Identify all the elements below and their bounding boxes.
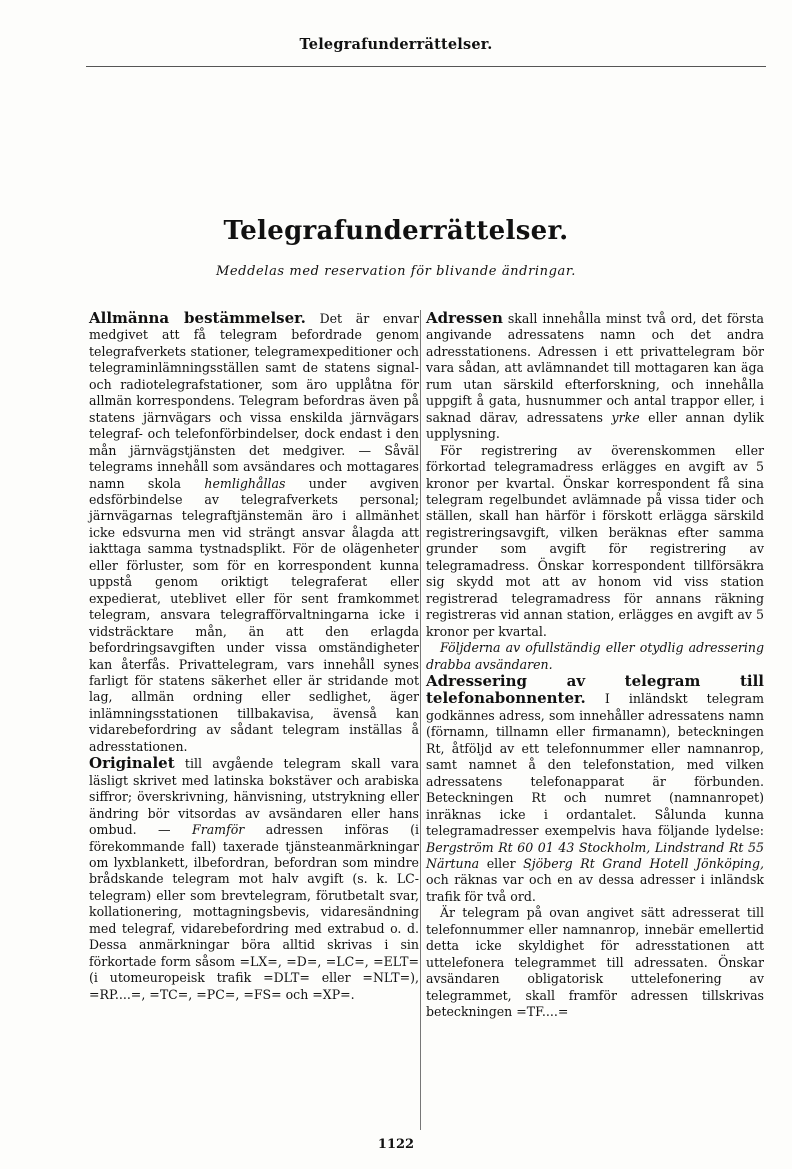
emphasis-text: Sjöberg Rt Grand Hotell Jönköping, xyxy=(523,855,764,871)
paragraph-phone-delivery: Är telegram på ovan angivet sätt adresserat till telefonnummer eller namnanrop, innebär emellertid detta icke skyldighet för adresstationen att uttelefonera telegrammet till adressaten. Önskar avsändaren obligatorisk uttelefonering av telegrammet, skall framför adressen tillskrivas beteckningen =TF....= xyxy=(426,905,764,1020)
emphasis-text: hemlighållas xyxy=(204,475,286,491)
section-heading-general-rules: Allmänna bestämmelser. xyxy=(89,309,306,327)
paragraph-text: eller xyxy=(479,855,524,871)
left-column xyxy=(89,310,419,1003)
emphasis-text: Bergström Rt 60 01 43 Stockholm, Lindstrand Rt 55 Närtuna xyxy=(426,839,764,871)
page-number: 1122 xyxy=(377,1137,415,1152)
paragraph-general-rules xyxy=(89,310,419,755)
paragraph-text: I inländskt telegram godkännes adress, som innehåller adressatens namn (förnamn, tillnamn eller firmanamn), beteckningen Rt, åtföljd av ett telefonnummer eller namnanrop, samt namnet å den telefonstation, med vilken adressatens telefonapparat är förbunden. Beteckningen Rt och numret (namnanropet) inräknas icke i ordantalet. Sålunda kunna telegramadresser exempelvis hava följande lydelse: xyxy=(426,691,764,839)
page-title: Telegrafunderrättelser. xyxy=(223,216,569,246)
section-heading-phone-subscribers: Adressering av telegram till telefonabonnenter. xyxy=(426,671,764,708)
paragraph-address xyxy=(426,310,764,443)
paragraph-original xyxy=(89,755,419,1003)
emphasis-text: yrke xyxy=(611,409,640,425)
paragraph-phone-subscribers xyxy=(426,673,764,905)
running-head: Telegrafunderrättelser. xyxy=(299,36,493,53)
paragraph-text: skall innehålla minst två ord, det första angivande adressatens namn och det andra adresstationens. Adressen i ett privattelegram bör vara sådan, att avlämnandet till mottagaren kan äga rum utan särskild efterforskning, och innehålla uppgift å gata, husnummer och antal trappor eller, i saknad därav, adressatens xyxy=(426,311,764,425)
paragraph-text: adressen införas (i förekommande fall) taxerade tjänsteanmärkningar om lyxblankett, ilbefordran, befordran som mindre brådskande telegram mot halv avgift (s. k. LC-telegram) eller som brevtelegram, förutbetalt svar, kollationering, mottagningsbevis, vidaresändning med telegraf, vidarebefordring med extrabud o. d. Dessa anmärkningar böra alltid skrivas i sin förkortade form såsom =LX=, =D=, =LC=, =ELT= (i utomeuropeisk trafik =DLT= eller =NLT=), =RP....=, =TC=, =PC=, =FS= och =XP=. xyxy=(89,822,420,1002)
section-heading-address: Adressen xyxy=(426,309,503,327)
paragraph-registration: För registrering av överenskommen eller förkortad telegramadress erlägges en avgift av 5 kronor per kvartal. Önskar korrespondent få sina telegram regelbundet avlämnade på vissa tider och ställen, skall han härför i förskott erlägga särskild registreringsavgift, vilken beräknas efter samma grunder som avgift för registrering av telegramadress. Önskar korrespondent tillförsäkra sig skydd mot att av honom vid viss station registrerad telegramadress för annans räkning registreras vid annan station, erlägges en avgift av 5 kronor per kvartal. xyxy=(426,442,764,639)
paragraph-text: Det är envar medgivet att få telegram befordrade genom telegrafverkets stationer, telegramexpeditioner och telegraminlämningsställen samt de statens signal- och radiotelegrafstationer, som äro upplåtna för allmän korrespondens. Telegram befordras även på statens järnvägars och vissa enskilda järnvägars telegraf- och telefonförbindelser, dock endast i den mån järnvägstjänsten det medgiver. — Såväl telegrams innehåll som avsändares och mottagares namn skola xyxy=(89,311,419,491)
paragraph-text: till avgående telegram skall vara läsligt skrivet med latinska bokstäver och arabiska siffror; överskrivning, hänvisning, utstrykning eller ändring bör vitsordas av avsändaren eller hans ombud. — xyxy=(89,756,419,838)
emphasis-text: Följderna av ofullständig eller otydlig adressering drabba avsändaren. xyxy=(426,640,764,672)
emphasis-text: Framför xyxy=(192,822,245,838)
page-subtitle: Meddelas med reservation för blivande ändringar. xyxy=(215,264,577,279)
column-divider xyxy=(420,310,421,1130)
paragraph-consequences xyxy=(426,640,764,673)
paragraph-text: eller annan dylik upplysning. xyxy=(426,409,765,442)
paragraph-text: och räknas var och en av dessa adresser i inländsk trafik för två ord. xyxy=(426,872,764,904)
section-heading-original: Originalet xyxy=(89,754,175,773)
right-column xyxy=(426,310,764,1020)
header-rule xyxy=(86,66,766,67)
paragraph-text: under avgiven edsförbindelse av telegrafverkets personal; järnvägarnas telegraftjänstemän äro i allmänhet icke edsvurna men vid strängt ansvar ålagda att iakttaga samma tystnadsplikt. För de olägenheter eller förluster, som för en korrespondent kunna uppstå genom oriktigt telegraferat eller expedierat, uteblivet eller för sent framkommet telegram, ansvara telegrafförvaltningarna icke i vidsträcktare mån, än att den erlagda befordringsavgiften under vissa omständigheter kan återfås. Privattelegram, vars innehåll synes farligt för statens säkerhet eller är stridande mot lag, allmän ordning eller sedlighet, äger inlämningsstationen tillbakavisa, ävenså kan vidarebefordring av sådant telegram inställas å adresstationen. xyxy=(89,475,419,754)
